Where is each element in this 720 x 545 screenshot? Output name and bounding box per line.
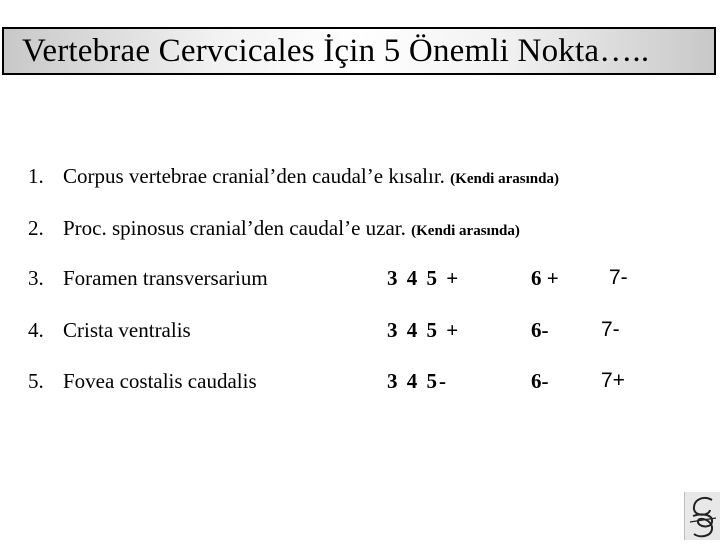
item-number: 2. <box>28 216 44 240</box>
list-item <box>0 216 720 250</box>
list-item <box>0 318 720 352</box>
vertebra-6-value: 6- <box>531 369 549 393</box>
item-note: (Kendi arasında) <box>411 223 520 239</box>
vertebra-6-value: 6 + <box>531 266 559 290</box>
vertebra-345-value: 3 4 5 + <box>387 266 461 290</box>
item-number: 3. <box>28 266 44 290</box>
title-bar <box>2 27 716 75</box>
item-number: 1. <box>28 164 44 188</box>
item-text: Crista ventralis <box>63 318 191 342</box>
item-text: Fovea costalis caudalis <box>63 369 257 393</box>
item-note: (Kendi arasında) <box>450 171 559 187</box>
item-text: Corpus vertebrae cranial’den caudal’e kısalır. (Kendi arasında) <box>63 164 559 188</box>
item-text: Proc. spinosus cranial’den caudal’e uzar. (Kendi arasında) <box>63 216 520 240</box>
vertebra-7-value: 7+ <box>601 369 625 392</box>
vertebra-7-value: 7- <box>609 266 628 289</box>
vertebra-345-value: 3 4 5- <box>387 369 448 393</box>
page-title: Vertebrae Cervcicales İçin 5 Önemli Nokta….. <box>22 32 650 69</box>
vertebra-6-value: 6- <box>531 318 549 342</box>
item-text: Foramen transversarium <box>63 266 268 290</box>
list-item <box>0 164 720 198</box>
vertebra-7-value: 7- <box>601 318 620 341</box>
list-item <box>0 266 720 300</box>
item-number: 5. <box>28 369 44 393</box>
item-number: 4. <box>28 318 44 342</box>
logo-icon <box>684 492 720 540</box>
list-item <box>0 369 720 403</box>
vertebra-345-value: 3 4 5 + <box>387 318 461 342</box>
